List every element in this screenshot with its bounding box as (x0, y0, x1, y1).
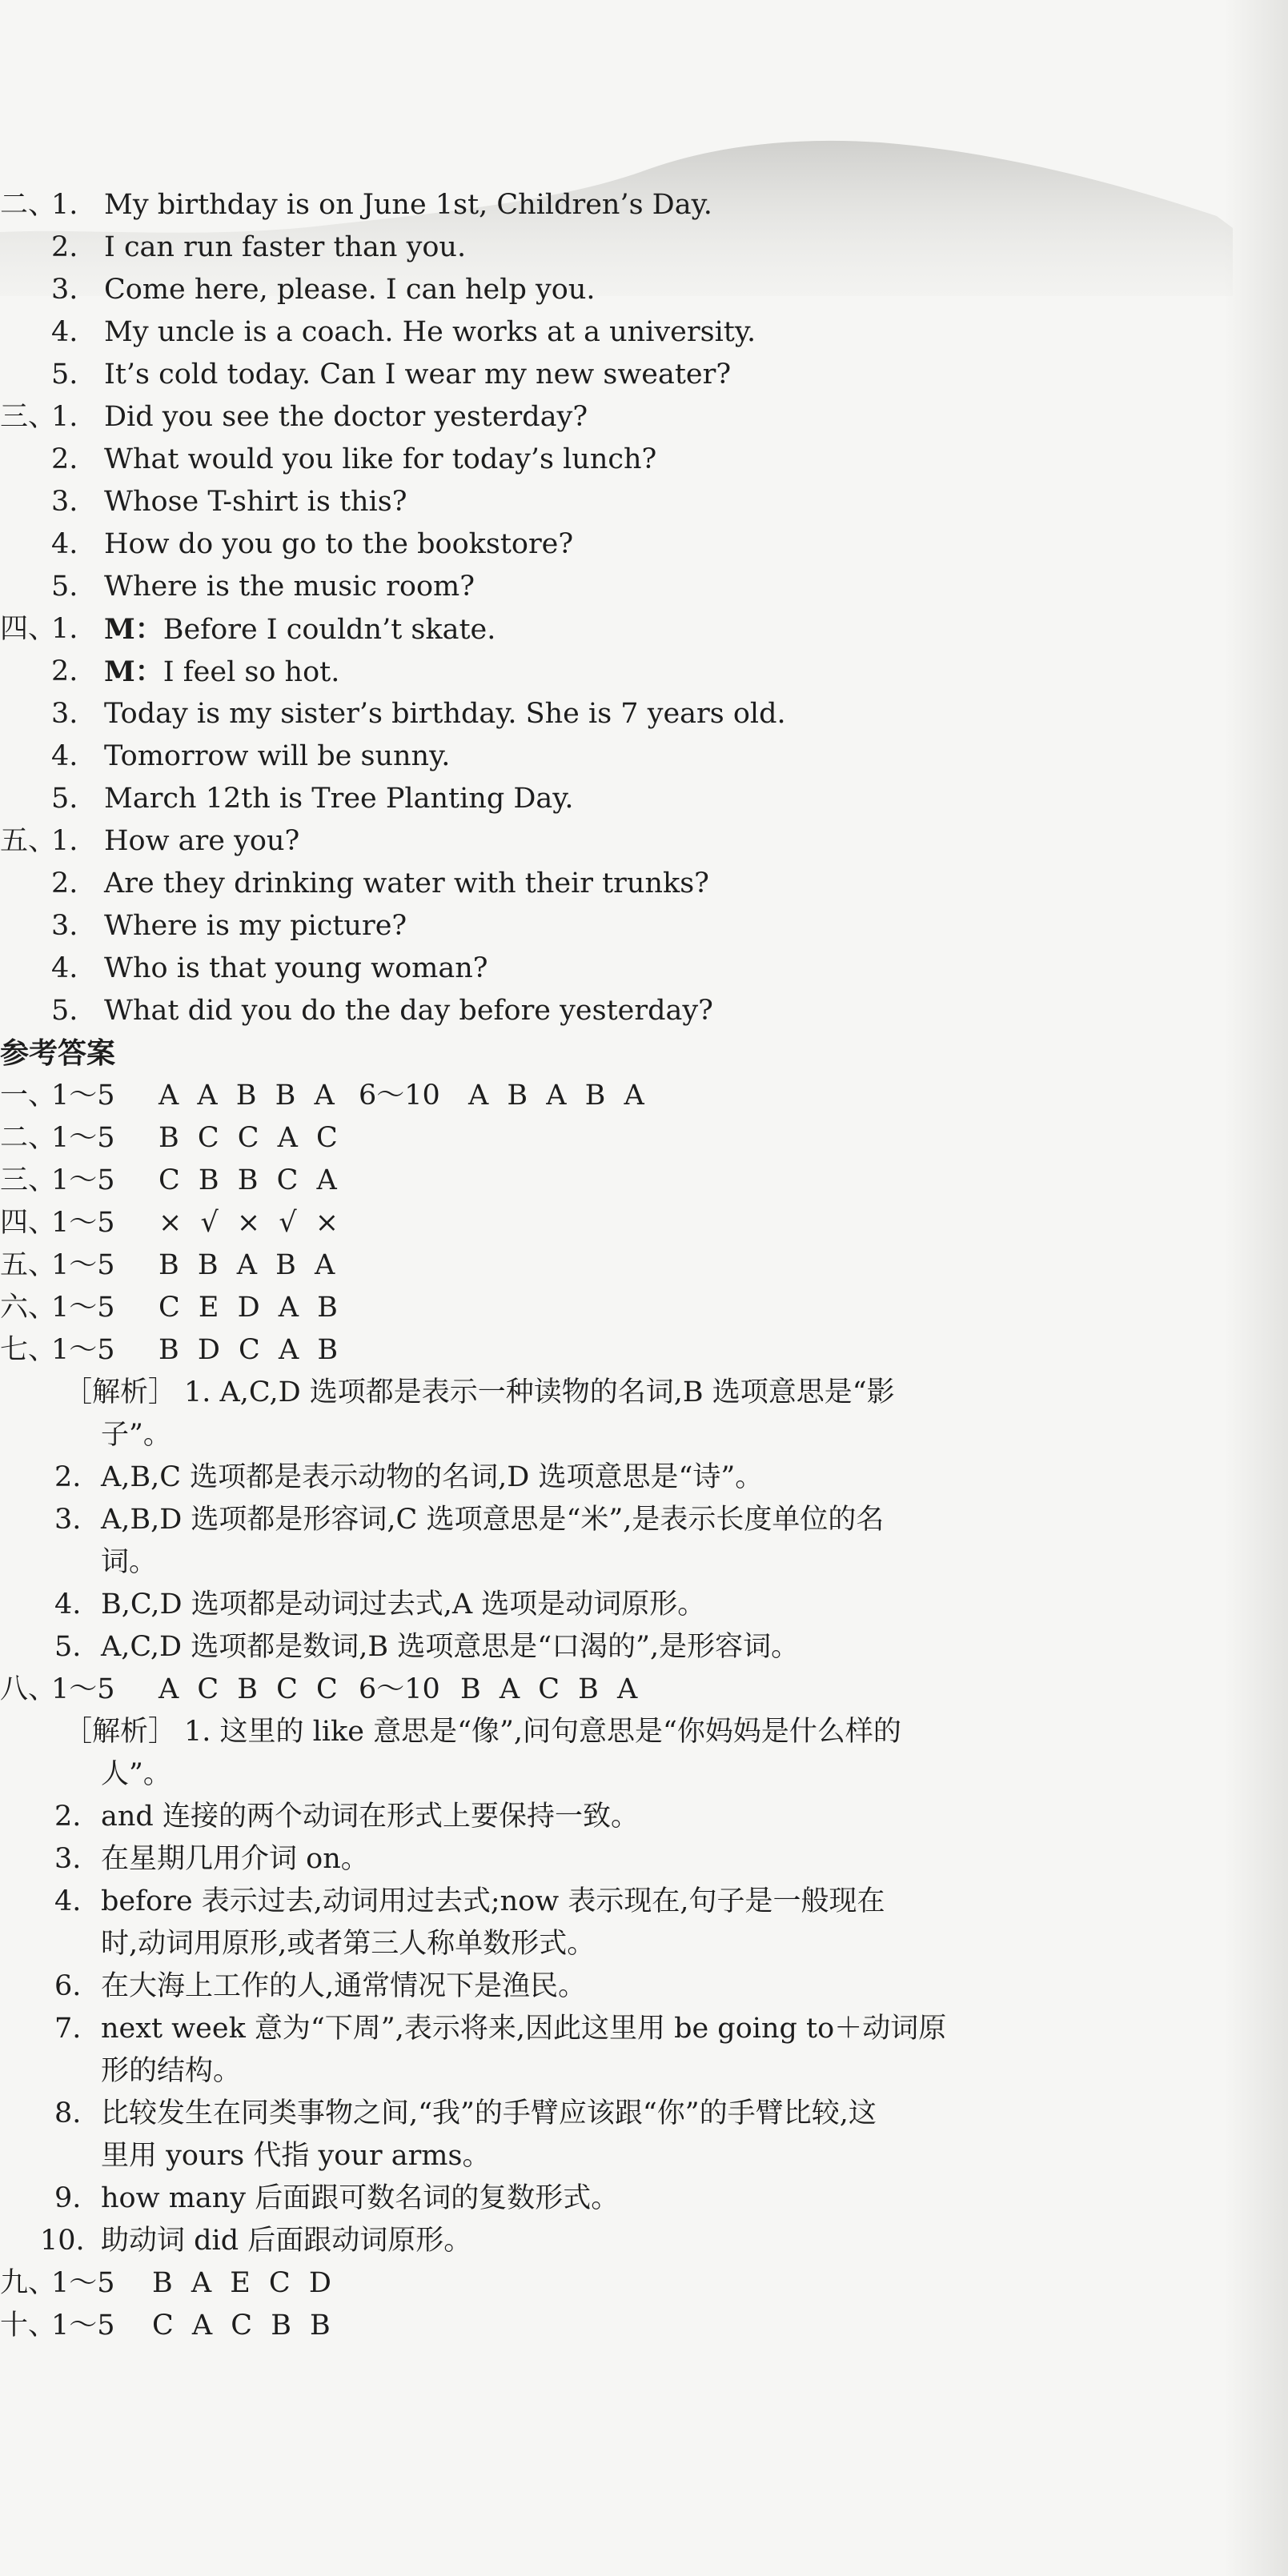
script-text: How are you? (104, 825, 300, 857)
script-line (0, 863, 1233, 905)
item-number: 3. (51, 698, 78, 730)
item-number: 7. (54, 2013, 82, 2045)
script-text: I can run faster than you. (104, 231, 467, 263)
section-marker: 三、 (0, 401, 57, 433)
script-text: What would you like for today’s lunch? (104, 443, 657, 475)
answer-row (0, 1669, 1233, 1711)
explanation-line (0, 1753, 1233, 1796)
answer-values: C B B C A (158, 1164, 342, 1196)
section-marker: 六、 (0, 1292, 57, 1324)
speaker-label: M： (104, 655, 163, 688)
explanation-text: 词。 (101, 1546, 158, 1578)
item-number: 3. (51, 274, 78, 306)
explanation-text: A,C,D 选项都是数词,B 选项意思是“口渴的”,是形容词。 (101, 1631, 800, 1663)
section-marker: 一、 (0, 1080, 57, 1112)
answer-row (0, 1202, 1233, 1244)
script-text (104, 651, 339, 694)
item-number: 5. (51, 783, 78, 815)
speaker-label: M： (104, 613, 163, 646)
script-text: My uncle is a coach. He works at a university. (104, 316, 756, 348)
explanation-line (0, 2135, 1233, 2177)
explanation-line (0, 1626, 1233, 1669)
explanation-text: how many 后面跟可数名词的复数形式。 (101, 2182, 620, 2214)
item-number: 1. (51, 401, 78, 433)
answer-range: 1～5 (51, 2267, 115, 2299)
item-number: 5. (51, 995, 78, 1027)
answer-values: A C B C C (158, 1673, 343, 1705)
answer-values: C E D A B (158, 1292, 343, 1324)
explanation-line (0, 2220, 1233, 2262)
answer-range: 1～5 (51, 1334, 115, 1366)
answer-range: 1～5 (51, 1122, 115, 1154)
explanation-label: ［解析］ (64, 1376, 177, 1408)
script-line (0, 566, 1233, 608)
script-text: Whose T-shirt is this? (104, 486, 407, 518)
explanation-text: 比较发生在同类事物之间,“我”的手臂应该跟“你”的手臂比较,这 (101, 2097, 877, 2129)
answer-values: × √ × √ × (158, 1207, 344, 1239)
explanation-text: 1. 这里的 like 意思是“像”,问句意思是“你妈妈是什么样的 (184, 1716, 901, 1748)
answers-heading: 参考答案 (0, 1037, 116, 1070)
item-number: 3. (54, 1504, 82, 1536)
answer-row (0, 1075, 1233, 1117)
script-text: Where is my picture? (104, 910, 407, 942)
explanation-line (0, 1965, 1233, 2008)
item-number: 2. (54, 1801, 82, 1833)
item-number: 4. (54, 1885, 82, 1917)
script-text (104, 608, 496, 651)
explanation-line (0, 1372, 1233, 1414)
script-line (0, 354, 1233, 396)
answer-row (0, 1117, 1233, 1160)
answer-range: 1～5 (51, 1673, 115, 1705)
section-marker: 四、 (0, 1207, 57, 1239)
explanation-line (0, 1881, 1233, 1923)
answer-values: B C C A C (158, 1122, 343, 1154)
explanation-line (0, 2093, 1233, 2135)
explanation-text: 1. A,C,D 选项都是表示一种读物的名词,B 选项意思是“影 (184, 1376, 895, 1408)
script-line (0, 905, 1233, 947)
explanation-text: 形的结构。 (101, 2055, 242, 2087)
item-number: 3. (54, 1843, 82, 1875)
answer-range: 1～5 (51, 1249, 115, 1281)
script-line (0, 184, 1233, 226)
explanation-text: 助动词 did 后面跟动词原形。 (101, 2225, 472, 2257)
script-text: Where is the music room? (104, 571, 475, 603)
script-line (0, 311, 1233, 354)
explanation-text: 在星期几用介词 on。 (101, 1843, 369, 1875)
item-number: 2. (51, 443, 78, 475)
script-text: My birthday is on June 1st, Children’s Day. (104, 189, 712, 221)
explanation-text: 里用 yours 代指 your arms。 (101, 2140, 491, 2172)
item-number: 6. (54, 1970, 82, 2002)
script-line (0, 947, 1233, 990)
page-edge-shadow (1224, 0, 1288, 2576)
item-number: 5. (51, 571, 78, 603)
item-number: 4. (51, 740, 78, 772)
item-number: 8. (54, 2097, 82, 2129)
explanation-text: before 表示过去,动词用过去式;now 表示现在,句子是一般现在 (101, 1885, 885, 1917)
item-number: 4. (51, 316, 78, 348)
speaker-text: I feel so hot. (163, 656, 340, 688)
explanation-line (0, 1796, 1233, 1838)
answer-row (0, 1329, 1233, 1372)
section-marker: 十、 (0, 2310, 57, 2342)
explanation-line (0, 1541, 1233, 1584)
script-line (0, 693, 1233, 735)
explanation-line (0, 1499, 1233, 1541)
script-text: It’s cold today. Can I wear my new sweater? (104, 359, 732, 391)
script-line (0, 820, 1233, 863)
answer-row (0, 1160, 1233, 1202)
script-line (0, 396, 1233, 439)
explanation-line (0, 1711, 1233, 1753)
answer-values: B A E C D (152, 2267, 336, 2299)
answers-heading-row (0, 1032, 1233, 1075)
item-number: 4. (51, 952, 78, 984)
section-marker: 二、 (0, 1122, 57, 1154)
item-number: 10. (40, 2225, 85, 2257)
explanation-text: B,C,D 选项都是动词过去式,A 选项是动词原形。 (101, 1588, 706, 1621)
answer-values: B A C B A (460, 1673, 643, 1705)
explanation-line (0, 1838, 1233, 1881)
script-line (0, 226, 1233, 269)
section-marker: 八、 (0, 1673, 57, 1705)
script-line (0, 651, 1233, 693)
answer-row (0, 1244, 1233, 1287)
explanation-label: ［解析］ (64, 1716, 177, 1748)
script-text: Who is that young woman? (104, 952, 488, 984)
explanation-text: next week 意为“下周”,表示将来,因此这里用 be going to＋动词原 (101, 2013, 947, 2045)
answer-values: A B A B A (468, 1080, 649, 1112)
section-marker: 五、 (0, 1249, 57, 1281)
item-number: 1. (51, 189, 78, 221)
item-number: 1. (51, 613, 78, 645)
answer-values: A A B B A (158, 1080, 339, 1112)
explanation-line (0, 1414, 1233, 1456)
section-marker: 九、 (0, 2267, 57, 2299)
script-line (0, 439, 1233, 481)
script-line (0, 608, 1233, 651)
explanation-text: A,B,C 选项都是表示动物的名词,D 选项意思是“诗”。 (101, 1461, 764, 1493)
answer-values: B D C A B (158, 1334, 343, 1366)
section-marker: 四、 (0, 613, 57, 645)
item-number: 1. (51, 825, 78, 857)
script-line (0, 735, 1233, 778)
section-marker: 五、 (0, 825, 57, 857)
script-text: March 12th is Tree Planting Day. (104, 783, 574, 815)
item-number: 4. (51, 528, 78, 560)
script-line (0, 990, 1233, 1032)
answer-row (0, 2262, 1233, 2305)
answer-range: 1～5 (51, 1207, 115, 1239)
explanation-line (0, 2177, 1233, 2220)
answer-values: B B A B A (158, 1249, 340, 1281)
explanation-text: 在大海上工作的人,通常情况下是渔民。 (101, 1970, 587, 2002)
script-line (0, 778, 1233, 820)
item-number: 2. (54, 1461, 82, 1493)
item-number: 9. (54, 2182, 82, 2214)
explanation-line (0, 2008, 1233, 2050)
item-number: 5. (54, 1631, 82, 1663)
item-number: 3. (51, 910, 78, 942)
answer-range: 1～5 (51, 1292, 115, 1324)
script-text: Tomorrow will be sunny. (104, 740, 451, 772)
explanation-text: 人”。 (101, 1758, 171, 1790)
speaker-text: Before I couldn’t skate. (163, 614, 496, 646)
script-line (0, 481, 1233, 523)
section-marker: 二、 (0, 189, 57, 221)
script-text: Come here, please. I can help you. (104, 274, 596, 306)
script-text: Did you see the doctor yesterday? (104, 401, 588, 433)
answer-row (0, 1287, 1233, 1329)
explanation-text: 时,动词用原形,或者第三人称单数形式。 (101, 1928, 596, 1960)
answer-range: 6～10 (359, 1080, 440, 1112)
explanation-line (0, 2050, 1233, 2093)
section-marker: 三、 (0, 1164, 57, 1196)
item-number: 2. (51, 655, 78, 687)
section-marker: 七、 (0, 1334, 57, 1366)
answer-range: 6～10 (359, 1673, 440, 1705)
answer-range: 1～5 (51, 1164, 115, 1196)
script-line (0, 269, 1233, 311)
explanation-text: A,B,D 选项都是形容词,C 选项意思是“米”,是表示长度单位的名 (101, 1504, 885, 1536)
item-number: 3. (51, 486, 78, 518)
answer-values: C A C B B (152, 2310, 335, 2342)
script-text: Today is my sister’s birthday. She is 7 years old. (104, 698, 786, 730)
item-number: 2. (51, 231, 78, 263)
script-text: What did you do the day before yesterday? (104, 995, 713, 1027)
explanation-text: 子”。 (101, 1419, 171, 1451)
item-number: 5. (51, 359, 78, 391)
answer-row (0, 2305, 1233, 2347)
answer-range: 1～5 (51, 2310, 115, 2342)
answer-sheet (0, 184, 1233, 2347)
explanation-line (0, 1584, 1233, 1626)
script-text: Are they drinking water with their trunks? (104, 867, 709, 899)
explanation-text: and 连接的两个动词在形式上要保持一致。 (101, 1801, 639, 1833)
explanation-line (0, 1456, 1233, 1499)
explanation-line (0, 1923, 1233, 1965)
item-number: 4. (54, 1588, 82, 1621)
answer-range: 1～5 (51, 1080, 115, 1112)
script-text: How do you go to the bookstore? (104, 528, 574, 560)
item-number: 2. (51, 867, 78, 899)
script-line (0, 523, 1233, 566)
